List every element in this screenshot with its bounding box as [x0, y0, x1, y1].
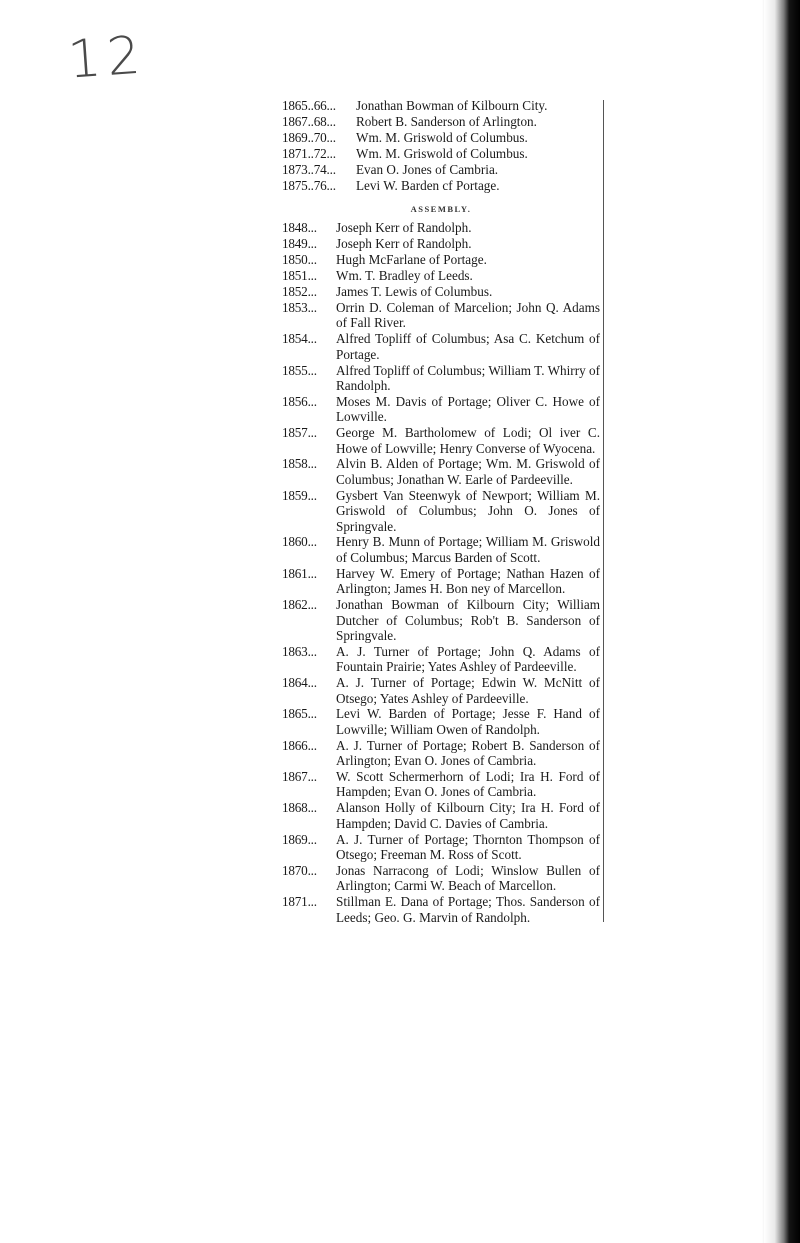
- entry-text: W. Scott Schermerhorn of Lodi; Ira H. Ford of Hampden; Evan O. Jones of Cambria.: [336, 769, 600, 800]
- assembly-entry: [282, 800, 600, 831]
- entry-year: 1860...: [282, 534, 317, 550]
- entry-text: James T. Lewis of Columbus.: [336, 283, 493, 299]
- assembly-entry: [282, 566, 600, 597]
- entry-year: 1864...: [282, 675, 317, 691]
- entry-year: 1855...: [282, 362, 317, 378]
- entry-text: Wm. T. Bradley of Leeds.: [336, 268, 473, 284]
- entry-year: 1871..72...: [282, 145, 336, 161]
- entry-year: 1868...: [282, 800, 317, 816]
- assembly-heading: ASSEMBLY.: [410, 203, 472, 214]
- senate-entry: [282, 162, 600, 177]
- entry-year: 1861...: [282, 565, 317, 581]
- assembly-entry: [282, 894, 600, 925]
- entry-text: Alfred Topliff of Columbus; Asa C. Ketchum of Portage.: [336, 331, 600, 362]
- entry-text: Jonas Narracong of Lodi; Winslow Bullen of Arlington; Carmi W. Beach of Marcellon.: [336, 863, 600, 894]
- entry-year: 1870...: [282, 863, 317, 878]
- assembly-entry: [282, 706, 600, 737]
- entry-text: Wm. M. Griswold of Columbus.: [356, 129, 528, 145]
- entry-year: 1858...: [282, 456, 317, 472]
- entry-text: Joseph Kerr of Randolph.: [336, 220, 472, 236]
- assembly-entry: [282, 597, 600, 643]
- entry-text: Evan O. Jones of Cambria.: [356, 161, 499, 177]
- entry-text: George M. Bartholomew of Lodi; Ol iver C. Howe of Lowville; Henry Converse of Wyocena.: [336, 425, 600, 456]
- assembly-entry: [282, 220, 600, 235]
- assembly-list: [282, 220, 600, 925]
- entry-text: A. J. Turner of Portage; John Q. Adams of Fountain Prairie; Yates Ashley of Pardeeville.: [336, 643, 600, 675]
- senate-list: [282, 98, 600, 193]
- assembly-entry: [282, 268, 600, 283]
- entry-text: A. J. Turner of Portage; Thornton Thompson of Otsego; Freeman M. Ross of Scott.: [336, 831, 600, 863]
- assembly-entry: [282, 284, 600, 299]
- entry-text: Alvin B. Alden of Portage; Wm. M. Griswold of Columbus; Jonathan W. Earle of Pardeeville.: [336, 456, 600, 487]
- assembly-entry: [282, 236, 600, 251]
- entry-text: Stillman E. Dana of Portage; Thos. Sanderson of Leeds; Geo. G. Marvin of Randolph.: [336, 894, 600, 925]
- entry-text: Wm. M. Griswold of Columbus.: [356, 145, 528, 161]
- entry-text: Jonathan Bowman of Kilbourn City.: [356, 98, 548, 113]
- assembly-entry: [282, 300, 600, 331]
- senate-entry: [282, 130, 600, 145]
- entry-year: 1849...: [282, 236, 317, 252]
- entry-text: A. J. Turner of Portage; Edwin W. McNitt of Otsego; Yates Ashley of Pardeeville.: [336, 675, 600, 706]
- entry-year: 1875..76...: [282, 177, 336, 193]
- entry-text: Alfred Topliff of Columbus; William T. Whirry of Randolph.: [336, 362, 600, 393]
- entry-text: Joseph Kerr of Randolph.: [336, 236, 472, 252]
- senate-entry: [282, 114, 600, 129]
- entry-year: 1869...: [282, 831, 317, 847]
- assembly-entry: [282, 644, 600, 675]
- senate-entry: [282, 178, 600, 193]
- assembly-entry: [282, 425, 600, 456]
- entry-year: 1856...: [282, 393, 317, 409]
- entry-year: 1853...: [282, 299, 317, 315]
- entry-text: Jonathan Bowman of Kilbourn City; William Dutcher of Columbus; Rob't B. Sanderson of Springvale.: [336, 597, 600, 643]
- assembly-entry: [282, 738, 600, 769]
- entry-year: 1865...: [282, 706, 317, 722]
- entry-year: 1867...: [282, 769, 317, 785]
- senate-entry: [282, 98, 600, 113]
- entry-year: 1865..66...: [282, 98, 336, 113]
- entry-text: Robert B. Sanderson of Arlington.: [356, 113, 537, 129]
- assembly-entry: [282, 675, 600, 706]
- assembly-entry: [282, 534, 600, 565]
- entry-year: 1854...: [282, 331, 317, 347]
- entry-text: Orrin D. Coleman of Marcelion; John Q. Adams of Fall River.: [336, 299, 600, 331]
- entry-year: 1869..70...: [282, 129, 336, 145]
- entry-year: 1859...: [282, 487, 317, 503]
- entry-year: 1850...: [282, 252, 317, 268]
- page-edge: [764, 0, 800, 1243]
- entry-text: Henry B. Munn of Portage; William M. Griswold of Columbus; Marcus Barden of Scott.: [336, 534, 600, 565]
- assembly-entry: [282, 488, 600, 534]
- assembly-entry: [282, 394, 600, 425]
- entry-text: Gysbert Van Steenwyk of Newport; William M. Griswold of Columbus; John O. Jones of Springvale.: [336, 487, 600, 534]
- entry-year: 1871...: [282, 894, 317, 910]
- entry-text: Levi W. Barden cf Portage.: [356, 177, 500, 193]
- entry-text: Alanson Holly of Kilbourn City; Ira H. Ford of Hampden; David C. Davies of Cambria.: [336, 800, 600, 831]
- newspaper-clipping: [282, 98, 600, 926]
- assembly-entry: [282, 331, 600, 362]
- entry-text: Moses M. Davis of Portage; Oliver C. Howe of Lowville.: [336, 393, 600, 425]
- entry-year: 1873..74...: [282, 161, 336, 177]
- senate-entry: [282, 146, 600, 161]
- assembly-entry: [282, 456, 600, 487]
- assembly-entry: [282, 363, 600, 394]
- entry-text: Levi W. Barden of Portage; Jesse F. Hand of Lowville; William Owen of Randolph.: [336, 706, 600, 737]
- entry-text: Harvey W. Emery of Portage; Nathan Hazen of Arlington; James H. Bon ney of Marcellon.: [336, 565, 600, 597]
- folio-number: 12: [66, 25, 149, 91]
- entry-year: 1857...: [282, 425, 317, 441]
- entry-year: 1862...: [282, 597, 317, 613]
- entry-year: 1852...: [282, 283, 317, 299]
- assembly-entry: [282, 832, 600, 863]
- assembly-entry: [282, 252, 600, 267]
- entry-text: A. J. Turner of Portage; Robert B. Sanderson of Arlington; Evan O. Jones of Cambria.: [336, 737, 600, 769]
- entry-text: Hugh McFarlane of Portage.: [336, 252, 487, 268]
- entry-year: 1867..68...: [282, 113, 336, 129]
- entry-year: 1848...: [282, 220, 317, 236]
- entry-year: 1851...: [282, 268, 317, 284]
- entry-year: 1866...: [282, 737, 317, 753]
- assembly-entry: [282, 863, 600, 894]
- entry-year: 1863...: [282, 643, 317, 659]
- assembly-entry: [282, 769, 600, 800]
